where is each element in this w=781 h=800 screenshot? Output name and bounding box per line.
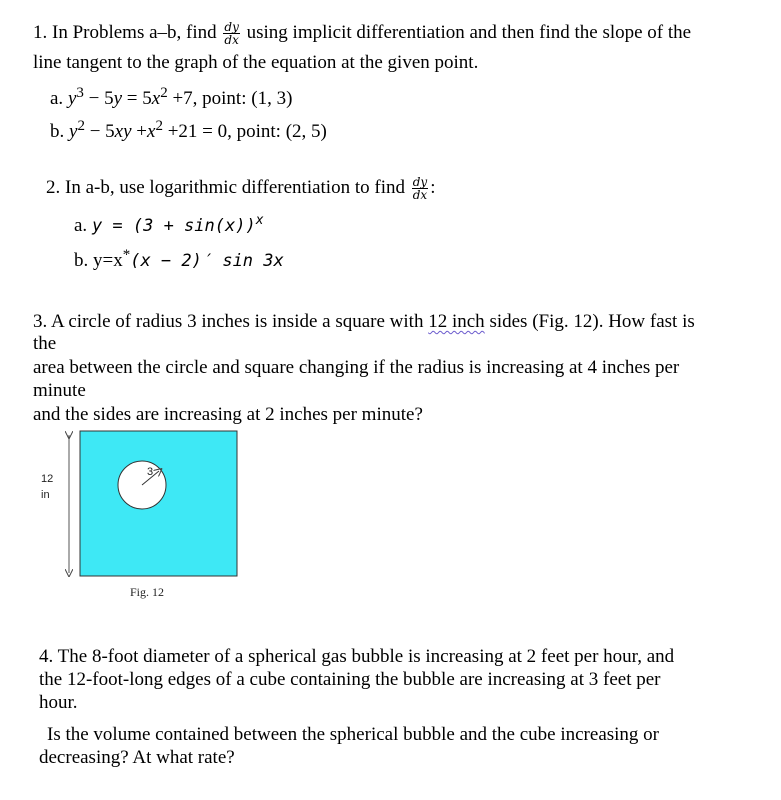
problem-1-intro-a: 1. In Problems a–b, find: [33, 21, 222, 43]
problem-2b: b. y=x*(x − 2)′ sin 3x: [74, 247, 284, 271]
spellcheck-underlined-text: 12 inch: [428, 311, 485, 332]
problem-2a: a. $y = (3 + \sin(x))^x$: [74, 213, 264, 236]
problem-3-line-1: 3. A circle of radius 3 inches is inside a square with 12 inch sides (Fig. 12). How fast is: [33, 311, 695, 332]
problem-4-line-4: Is the volume contained between the spherical bubble and the cube increasing or: [47, 724, 659, 745]
problem-4-line-1: 4. The 8-foot diameter of a spherical gas bubble is increasing at 2 feet per hour, and: [39, 646, 675, 667]
figure-12-drawing: [30, 425, 260, 605]
side-unit-label: in: [41, 489, 50, 501]
dy-dx-fraction-2: $\frac{dy}{dx}$: [412, 175, 428, 202]
square: [80, 431, 237, 576]
problem-3-line-3: area between the circle and square changing if the radius is increasing at 4 inches per: [33, 357, 680, 378]
dy-dx-fraction: $\frac{dy}{dx}$: [224, 20, 239, 47]
problem-1-line-1: [33, 21, 691, 46]
problem-1-line-2: line tangent to the graph of the equation at the given point.: [33, 52, 479, 73]
problem-1-intro-b: using implicit differentiation and then find the slope of the: [241, 21, 692, 43]
problem-2-intro: 2. In a-b, use logarithmic differentiation to find $\frac{dy}{dx}$ :: [46, 175, 436, 202]
problem-3-line-2: the: [33, 333, 57, 354]
problem-1a: a. $y^3 - 5y = 5x^2 +7$, point: (1, 3): [50, 85, 293, 109]
problem-3-line-5: and the sides are increasing at 2 inches per minute?: [33, 404, 423, 425]
problem-1b: b. $y^2 - 5xy +x^2 +21 = 0$, point: (2, 5): [50, 118, 327, 142]
side-length-label: 12: [41, 473, 54, 485]
radius-label: 3: [147, 466, 154, 478]
problem-4-line-3: hour.: [39, 692, 78, 713]
figure-caption: Fig. 12: [130, 585, 165, 599]
figure-12: [30, 425, 260, 605]
problem-4-line-2: the 12-foot-long edges of a cube containing the bubble are increasing at 3 feet per: [39, 669, 661, 690]
problem-3-line-4: minute: [33, 380, 86, 401]
problem-4-line-5: decreasing? At what rate?: [39, 747, 235, 768]
